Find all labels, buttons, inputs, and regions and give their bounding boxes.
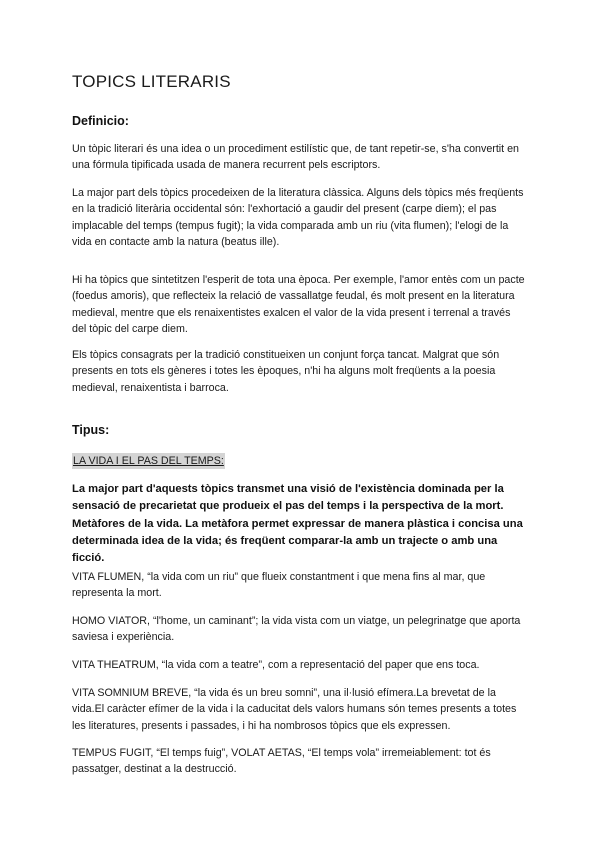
definicio-paragraph-2: La major part dels tòpics procedeixen de la literatura clàssica. Alguns dels tòpics més freqüents en la tradició literària occidental són: l'exhortació a gaudir del present (carpe diem); el pas implacable del temps (tempus fugit); la vida comparada amb un riu (vita flumen); l'elogi de la vida en contacte amb la natura (beatus ille).: [72, 187, 524, 248]
section-intro: La major part d'aquests tòpics transmet una visió de l'existència dominada per la sensació de precarietat que produeix el pas del temps i la perspectiva de la mort. Metàfores de la vida. La metàfora permet expressar de manera plàstica i concisa una determinada idea de la vida; és freqüent comparar-la amb un trajecte o amb una ficció.: [72, 483, 523, 565]
definicio-paragraph-1: Un tòpic literari és una idea o un procediment estilístic que, de tant repetir-se, s'ha convertit en una fórmula tipificada usada de manera recurrent pels escriptors.: [72, 143, 519, 172]
document-title: TOPICS LITERARIS: [72, 72, 231, 91]
topic-vita-theatrum: VITA THEATRUM, “la vida com a teatre”, com a representació del paper que ens toca.: [72, 659, 480, 671]
topic-vita-somnium-breve: VITA SOMNIUM BREVE, “la vida és un breu somni”, una il·lusió efímera.La brevetat de la vida.El caràcter efímer de la vida i la caducitat dels valors humans són temes presents a totes les literatures, presents i passades, i hi ha nombrosos tòpics que els expressen.: [72, 687, 517, 732]
section-label-vida-temps: LA VIDA I EL PAS DEL TEMPS:: [73, 455, 224, 467]
topic-homo-viator: HOMO VIATOR, “l'home, un caminant”; la vida vista com un viatge, un pelegrinatge que aporta saviesa i experiència.: [72, 615, 521, 644]
topic-vita-flumen: VITA FLUMEN, “la vida com un riu” que flueix constantment i que mena fins al mar, que representa la mort.: [72, 571, 486, 600]
definicio-paragraph-4: Els tòpics consagrats per la tradició constitueixen un conjunt força tancat. Malgrat que són presents en tots els gèneres i totes les èpoques, n'hi ha alguns molt freqüents a la poesia medieval, renaixentista i barroca.: [72, 349, 500, 394]
topic-tempus-fugit: TEMPUS FUGIT, “El temps fuig”, VOLAT AETAS, “El temps vola” irremeiablement: tot és passatger, destinat a la destrucció.: [72, 747, 491, 776]
definicio-heading: Definicio:: [72, 114, 129, 128]
definicio-paragraph-3: Hi ha tòpics que sintetitzen l'esperit de tota una època. Per exemple, l'amor entès com un pacte (foedus amoris), que reflecteix la relació de vassallatge feudal, és molt present en la literatura medieval, mentre que els renaixentistes exalcen el valor de la vida present i terrenal a través del tòpic del carpe diem.: [72, 274, 525, 335]
tipus-heading: Tipus:: [72, 423, 110, 437]
